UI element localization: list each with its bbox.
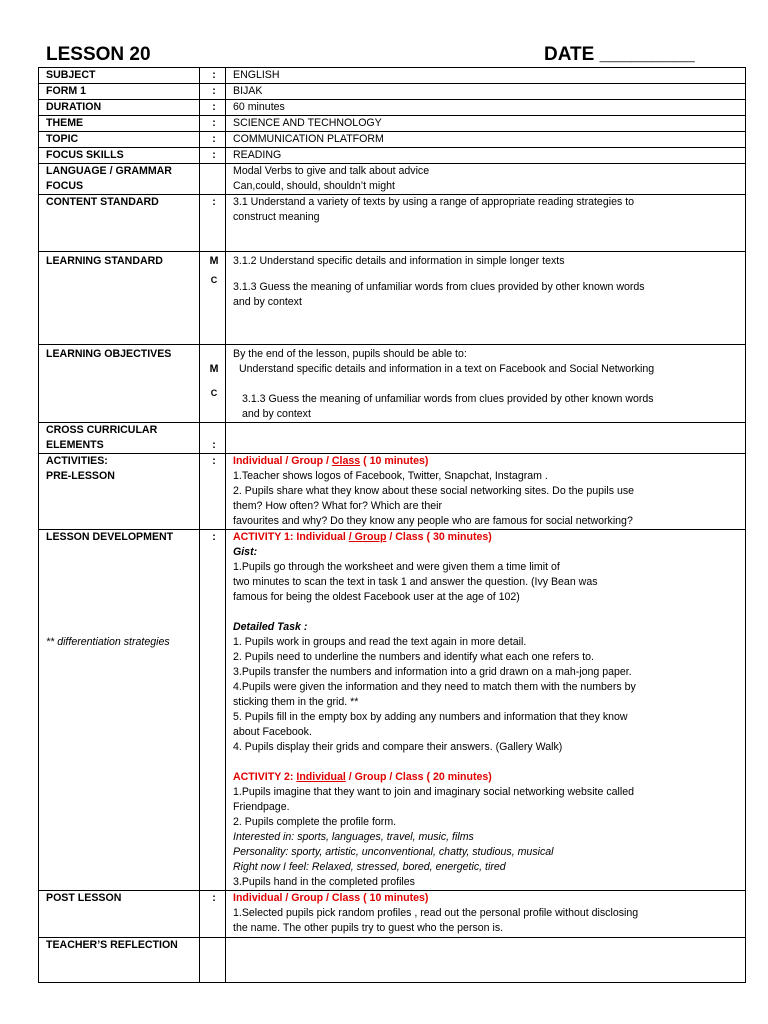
- learning-standard-value: 3.1.2 Understand specific details and information in simple longer texts 3.1.3 Guess the meaning of unfamiliar words from clues provided by other known words and by context: [226, 252, 746, 345]
- row-topic: [39, 132, 746, 148]
- topic-sep: :: [200, 132, 226, 148]
- lesson-title: LESSON 20: [46, 44, 151, 65]
- activity-2-heading: ACTIVITY 2: Individual / Group / Class ( 20 minutes): [233, 771, 492, 783]
- reflection-label: TEACHER’S REFLECTION: [39, 938, 200, 983]
- lesson-plan-table: [38, 67, 746, 983]
- subject-sep: :: [200, 68, 226, 84]
- row-learning-objectives: [39, 345, 746, 423]
- pre-lesson-label: ACTIVITIES: PRE-LESSON: [39, 454, 200, 530]
- activity-1-heading: ACTIVITY 1: Individual / Group / Class ( 30 minutes): [233, 531, 492, 543]
- objectives-label: LEARNING OBJECTIVES: [39, 345, 200, 423]
- row-subject: [39, 68, 746, 84]
- focus-skills-sep: :: [200, 148, 226, 164]
- row-cross-curricular: [39, 423, 746, 454]
- reflection-sep: [200, 938, 226, 983]
- grammar-sep: [200, 164, 226, 195]
- row-duration: [39, 100, 746, 116]
- cross-curricular-value: [226, 423, 746, 454]
- post-lesson-label: POST LESSON: [39, 891, 200, 938]
- grammar-value: Modal Verbs to give and talk about advice Can,could, should, shouldn’t might: [226, 164, 746, 195]
- row-theme: [39, 116, 746, 132]
- content-standard-value: 3.1 Understand a variety of texts by using a range of appropriate reading strategies to construct meaning: [226, 195, 746, 252]
- form-label: FORM 1: [39, 84, 200, 100]
- content-standard-sep: :: [200, 195, 226, 252]
- duration-label: DURATION: [39, 100, 200, 116]
- content-standard-label: CONTENT STANDARD: [39, 195, 200, 252]
- development-value: ACTIVITY 1: Individual / Group / Class ( 30 minutes) Gist: 1.Pupils go through the worksheet and were given them a time limit of two minutes to scan the text in task 1 and answer the question. (Ivy Bean was famous for being the oldest Facebook user at the age of 102) Detailed Task : 1. Pupils work in groups and read the text again in more detail. 2. Pupils need to underline the numbers and identify what each one refers to. 3.Pupils transfer the numbers and information into a grid drawn on a mah-jong paper. 4.Pupils were given the information and they need to match them with the numbers by sticking them in the grid. ** 5. Pupils fill in the empty box by adding any numbers and information that they know about Facebook. 4. Pupils display their grids and compare their answers. (Gallery Walk) ACTIVITY 2: Individual / Group / Class ( 20 minutes) 1.Pupils imagine that they want to join and imaginary social networking website called Friendpage. 2. Pupils complete the profile form. Interested in: sports, languages, travel, music, films Personality: sporty, artistic, unconventional, chatty, studious, musical Right now I feel: Relaxed, stressed, bored, energetic, tired 3.Pupils hand in the completed profiles: [226, 530, 746, 891]
- form-sep: :: [200, 84, 226, 100]
- duration-value: 60 minutes: [226, 100, 746, 116]
- post-lesson-value: Individual / Group / Class ( 10 minutes) 1.Selected pupils pick random profiles , read out the personal profile without disclosing the name. The other pupils try to guest who the person is.: [226, 891, 746, 938]
- reflection-value: [226, 938, 746, 983]
- row-teachers-reflection: [39, 938, 746, 983]
- row-focus-skills: [39, 148, 746, 164]
- development-label: LESSON DEVELOPMENT ** differentiation strategies: [39, 530, 200, 891]
- development-sep: :: [200, 530, 226, 891]
- grammar-label: LANGUAGE / GRAMMAR FOCUS: [39, 164, 200, 195]
- focus-skills-label: FOCUS SKILLS: [39, 148, 200, 164]
- objectives-value: By the end of the lesson, pupils should be able to: Understand specific details and information in a text on Facebook and Social Networking 3.1.3 Guess the meaning of unfamiliar words from clues provided by other known words and by context: [226, 345, 746, 423]
- row-post-lesson: [39, 891, 746, 938]
- pre-lesson-heading: Individual / Group / Class ( 10 minutes): [233, 455, 429, 467]
- theme-sep: :: [200, 116, 226, 132]
- row-content-standard: [39, 195, 746, 252]
- duration-sep: :: [200, 100, 226, 116]
- differentiation-note: ** differentiation strategies: [46, 636, 170, 648]
- topic-value: COMMUNICATION PLATFORM: [226, 132, 746, 148]
- form-value: BIJAK: [226, 84, 746, 100]
- row-form: [39, 84, 746, 100]
- subject-label: SUBJECT: [39, 68, 200, 84]
- pre-lesson-sep: :: [200, 454, 226, 530]
- date-field: DATE _________: [544, 44, 695, 65]
- objectives-marks: M C: [200, 345, 226, 423]
- row-grammar-focus: [39, 164, 746, 195]
- cross-curricular-sep: :: [200, 423, 226, 454]
- subject-value: ENGLISH: [226, 68, 746, 84]
- row-pre-lesson: [39, 454, 746, 530]
- post-lesson-heading: Individual / Group / Class ( 10 minutes): [233, 892, 429, 904]
- learning-standard-label: LEARNING STANDARD: [39, 252, 200, 345]
- theme-label: THEME: [39, 116, 200, 132]
- topic-label: TOPIC: [39, 132, 200, 148]
- pre-lesson-value: Individual / Group / Class ( 10 minutes) 1.Teacher shows logos of Facebook, Twitter, Snapchat, Instagram . 2. Pupils share what they know about these social networking sites. Do the pupils use them? How often? What for? Which are their favourites and why? Do they know any people who are famous for social networking?: [226, 454, 746, 530]
- focus-skills-value: READING: [226, 148, 746, 164]
- post-lesson-sep: :: [200, 891, 226, 938]
- learning-standard-marks: M C: [200, 252, 226, 345]
- cross-curricular-label: CROSS CURRICULAR ELEMENTS: [39, 423, 200, 454]
- row-lesson-development: [39, 530, 746, 891]
- row-learning-standard: [39, 252, 746, 345]
- theme-value: SCIENCE AND TECHNOLOGY: [226, 116, 746, 132]
